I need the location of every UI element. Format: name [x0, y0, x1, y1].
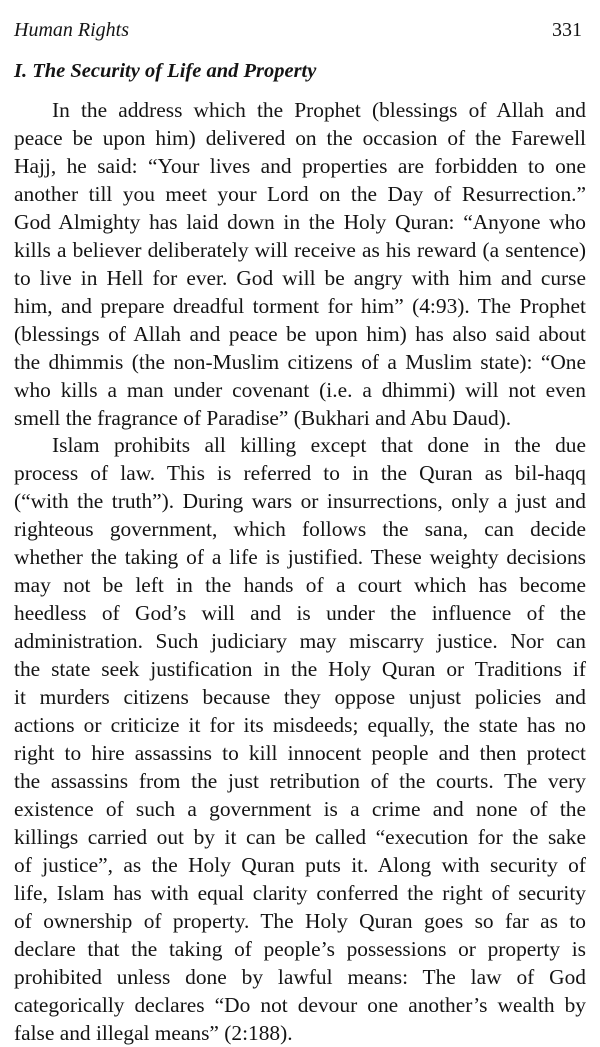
text-line: it murders citizens because they oppose unjust policies and: [14, 685, 586, 709]
text-line: (blessings of Allah and peace be upon him) has also said about: [14, 322, 586, 346]
text-line: categorically declares “Do not devour one another’s wealth by: [14, 993, 586, 1017]
paragraph-2: [14, 431, 586, 1047]
text-line: kills a believer deliberately will receive as his reward (a sentence): [14, 238, 586, 262]
text-line: heedless of God’s will and is under the influence of the: [14, 601, 586, 625]
text-line: smell the fragrance of Paradise” (Bukhari and Abu Daud).: [14, 406, 512, 430]
text-line: righteous government, which follows the sana, can decide: [14, 517, 586, 541]
text-line: actions or criticize it for its misdeeds; equally, the state has no: [14, 713, 586, 737]
text-line: life, Islam has with equal clarity conferred the right of security: [14, 881, 586, 905]
text-line: Islam prohibits all killing except that done in the due: [52, 433, 586, 457]
running-header: [14, 19, 586, 45]
text-line: prohibited unless done by lawful means: The law of God: [14, 965, 586, 989]
text-line: the dhimmis (the non-Muslim citizens of a Muslim state): “One: [14, 350, 586, 374]
text-line: of justice”, as the Holy Quran puts it. Along with security of: [14, 853, 586, 877]
section-heading: I. The Security of Life and Property: [14, 60, 317, 82]
text-line: the assassins from the just retribution of the courts. The very: [14, 769, 586, 793]
text-line: false and illegal means” (2:188).: [14, 1021, 293, 1045]
text-line: (“with the truth”). During wars or insurrections, only a just and: [14, 489, 586, 513]
text-line: to live in Hell for ever. God will be angry with him and curse: [14, 266, 586, 290]
text-line: of ownership of property. The Holy Quran goes so far as to: [14, 909, 586, 933]
text-line: who kills a man under covenant (i.e. a dhimmi) will not even: [14, 378, 586, 402]
text-line: existence of such a government is a crime and none of the: [14, 797, 586, 821]
text-line: God Almighty has laid down in the Holy Quran: “Anyone who: [14, 210, 586, 234]
running-title: Human Rights: [14, 19, 129, 41]
text-line: him, and prepare dreadful torment for him” (4:93). The Prophet: [14, 294, 586, 318]
text-line: In the address which the Prophet (blessings of Allah and: [52, 98, 586, 122]
text-line: peace be upon him) delivered on the occasion of the Farewell: [14, 126, 586, 150]
text-line: may not be left in the hands of a court which has become: [14, 573, 586, 597]
text-line: whether the taking of a life is justified. These weighty decisions: [14, 545, 586, 569]
text-line: killings carried out by it can be called “execution for the sake: [14, 825, 586, 849]
text-line: another till you meet your Lord on the Day of Resurrection.”: [14, 182, 586, 206]
text-line: the state seek justification in the Holy Quran or Traditions if: [14, 657, 586, 681]
text-line: declare that the taking of people’s possessions or property is: [14, 937, 586, 961]
text-line: Hajj, he said: “Your lives and properties are forbidden to one: [14, 154, 586, 178]
page-number: 331: [552, 19, 582, 41]
text-line: administration. Such judiciary may miscarry justice. Nor can: [14, 629, 586, 653]
paragraph-1: [14, 96, 586, 432]
text-line: right to hire assassins to kill innocent people and then protect: [14, 741, 586, 765]
text-line: process of law. This is referred to in the Quran as bil-haqq: [14, 461, 586, 485]
